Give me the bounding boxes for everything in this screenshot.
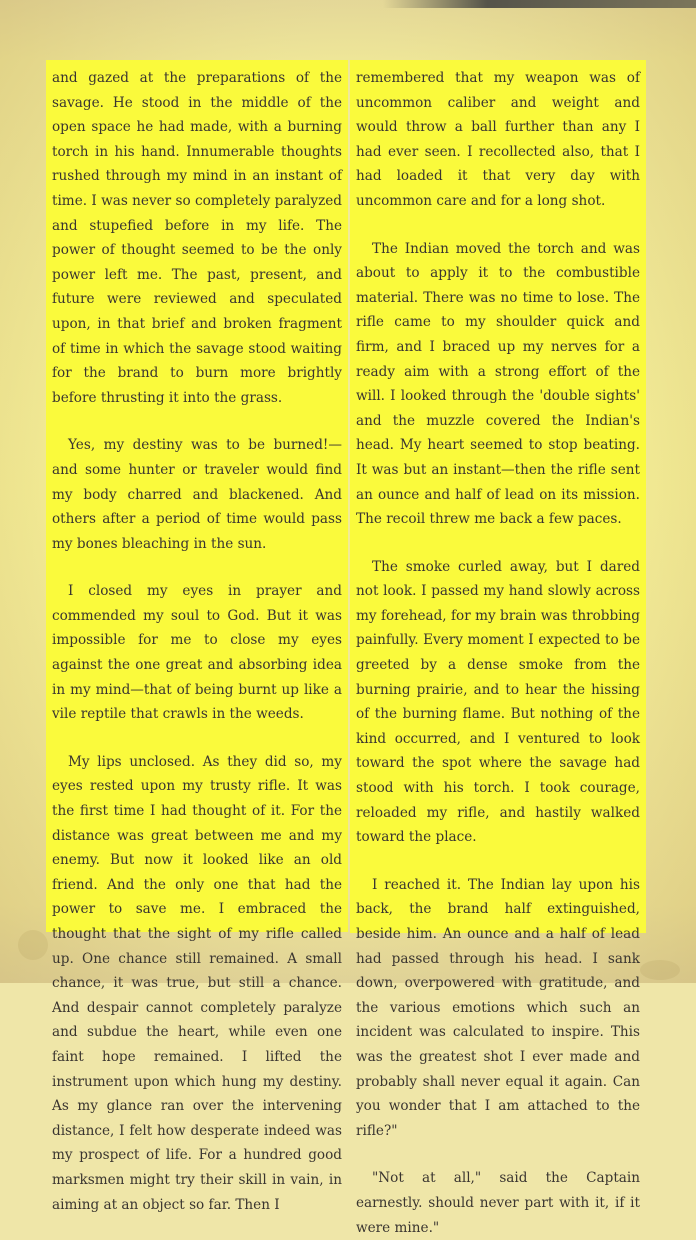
- paragraph: remembered that my weapon was of uncommon caliber and weight and would throw a ball further than any I had ever seen. I recollected also, that I had loaded it that very day with uncommon care and for a long shot.: [356, 70, 640, 209]
- paper-stain: [640, 960, 680, 980]
- paragraph: The smoke curled away, but I dared not look. I passed my hand slowly across my forehead, for my brain was throbbing painfully. Every moment I expected to be greeted by a dense smoke from the burning prairie, and to hear the hissing of the burning flame. But nothing of the kind occurred, and I ventured to look toward the spot where the savage had stood with his torch. I took courage, reloaded my rifle, and hastily walked toward the place.: [356, 558, 640, 846]
- paragraph: I closed my eyes in prayer and commended my soul to God. But it was impossible for me to close my eyes against the one great and absorbing idea in my mind—that of being burnt up like a vile reptile that crawls in the weeds.: [52, 583, 342, 723]
- paragraph: My lips unclosed. As they did so, my eyes rested upon my trusty rifle. It was the first time I had thought of it. For the distance was great between me and my enemy. But now it looked like an old friend. And the only one that had the power to save me. I embraced the thought that the sight of my rifle called up. One chance still remained. A small chance, it was true, but still a chance. And despair cannot completely paralyze and subdue the heart, while even one faint hope remained. I lifted the instrument upon which hung my destiny. As my glance ran over the intervening distance, I felt how desperate indeed was my prospect of life. For a hundred good marksmen might try their skill in vain, in aiming at an object so far. Then I: [52, 753, 342, 1213]
- paragraph: Yes, my destiny was to be burned!—and some hunter or traveler would find my body charred and blackened. And others after a period of time would pass my bones bleaching in the sun.: [52, 437, 342, 552]
- page-top-edge: [0, 0, 696, 8]
- paragraph: and gazed at the preparations of the savage. He stood in the middle of the open space he had made, with a burning torch in his hand. Innumerable thoughts rushed through my mind in an instant of time. I was never so completely paralyzed and stupefied before in my life. The power of thought seemed to be the only power left me. The past, present, and future were reviewed and speculated upon, in that brief and broken fragment of time in which the savage stood waiting for the brand to burn more brightly before thrusting it into the grass.: [52, 70, 342, 406]
- left-text-column: [46, 60, 348, 1213]
- paragraph: "Not at all," said the Captain earnestly. should never part with it, if it were mine.": [356, 1170, 640, 1236]
- right-text-column: [350, 60, 646, 1236]
- paragraph: The Indian moved the torch and was about to apply it to the combustible material. There was no time to lose. The rifle came to my shoulder quick and firm, and I braced up my nerves for a ready aim with a strong effort of the will. I looked through the 'double sights' and the muzzle covered the Indian's head. My heart seemed to stop beating. It was but an instant—then the rifle sent an ounce and half of lead on its mission. The recoil threw me back a few paces.: [356, 240, 640, 528]
- paragraph: I reached it. The Indian lay upon his back, the brand half extinguished, beside him. An ounce and a half of lead had passed through his head. I sank down, overpowered with gratitude, and the various emotions which such an incident was calculated to inspire. This was the greatest shot I ever made and probably shall never equal it again. Can you wonder that I am attached to the rifle?": [356, 876, 640, 1139]
- paper-stain: [18, 930, 48, 960]
